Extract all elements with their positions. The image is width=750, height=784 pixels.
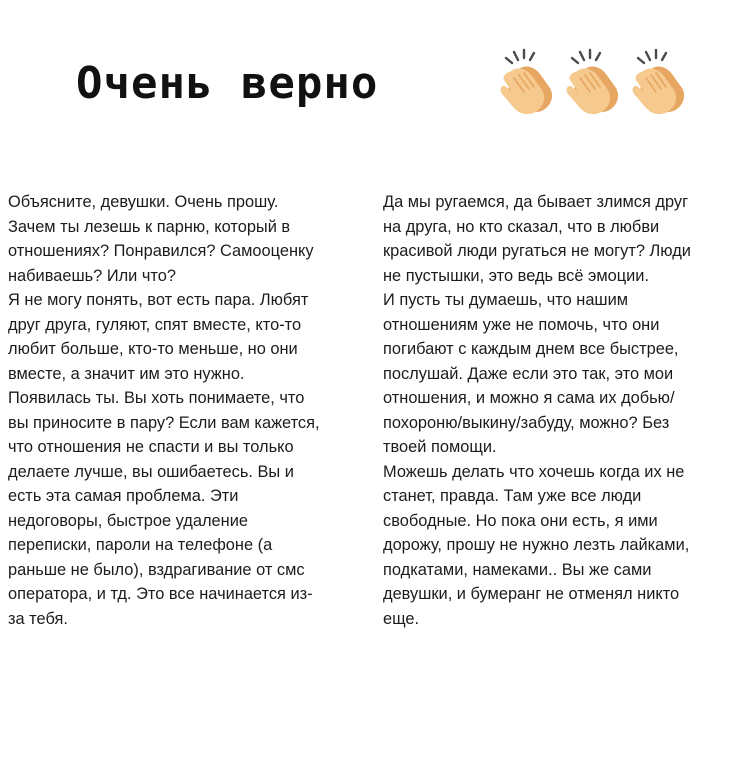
text-line: недоговоры, быстрое удаление (8, 511, 248, 530)
text-line: что отношения не спасти и вы только (8, 438, 294, 456)
text-line: И пусть ты думаешь, что нашим (383, 291, 629, 309)
page-title: Очень верно (76, 58, 379, 109)
text-line: погибают с каждым днем все быстрее, (383, 340, 679, 358)
text-line: Зачем ты лезешь к парню, который в (8, 217, 291, 236)
text-line: отношения, и можно я сама их добью/ (383, 389, 675, 407)
clapping-hands-icon (560, 48, 624, 118)
text-line: есть эта самая проблема. Эти (8, 487, 239, 505)
text-line: Да мы ругаемся, да бывает злимся друг (383, 193, 689, 211)
left-text-column (8, 190, 368, 631)
text-line: отношениях? Понравился? Самооценку (8, 242, 314, 260)
text-line: похороню/выкину/забуду, можно? Без (383, 413, 670, 432)
text-line: Можешь делать что хочешь когда их не (383, 462, 685, 481)
text-line: еще. (383, 609, 420, 628)
text-line: отношениям уже не помочь, что они (383, 315, 660, 334)
text-line: подкатами, намеками.. Вы же сами (383, 560, 652, 579)
text-line: дорожу, прошу не нужно лезть лайками, (383, 536, 690, 554)
text-line: за тебя. (8, 609, 68, 628)
text-line: друг друга, гуляют, спят вместе, кто-то (8, 315, 302, 334)
right-text-column (383, 190, 745, 631)
text-line: любит больше, кто-то меньше, но они (8, 340, 298, 358)
text-line: набиваешь? Или что? (8, 266, 176, 285)
text-line: твоей помощи. (383, 438, 497, 456)
text-line: переписки, пароли на телефоне (а (8, 536, 273, 554)
text-line: на друга, но кто сказал, что в любви (383, 217, 660, 236)
text-line: свободные. Но пока они есть, я ими (383, 511, 658, 530)
text-line: вместе, а значит им это нужно. (8, 364, 245, 383)
text-line: раньше не было), вздрагивание от смс (8, 560, 305, 579)
text-line: станет, правда. Там уже все люди (383, 487, 642, 505)
clapping-hands-icon (494, 48, 558, 118)
text-line: красивой люди ругаться не могут? Люди (383, 242, 691, 260)
text-line: Объясните, девушки. Очень прошу. (8, 193, 279, 211)
text-line: послушай. Даже если это так, это мои (383, 364, 674, 383)
text-line: не пустышки, это ведь всё эмоции. (383, 266, 649, 285)
clapping-hands-emoji-group (494, 48, 694, 118)
text-line: девушки, и бумеранг не отменял никто (383, 585, 680, 603)
text-line: вы приносите в пару? Если вам кажется, (8, 413, 320, 432)
text-line: оператора, и тд. Это все начинается из- (8, 585, 313, 603)
text-line: Я не могу понять, вот есть пара. Любят (8, 291, 309, 309)
text-line: делаете лучше, вы ошибаетесь. Вы и (8, 462, 294, 481)
header (0, 48, 750, 128)
text-line: Появилась ты. Вы хоть понимаете, что (8, 389, 305, 407)
clapping-hands-icon (626, 48, 690, 118)
